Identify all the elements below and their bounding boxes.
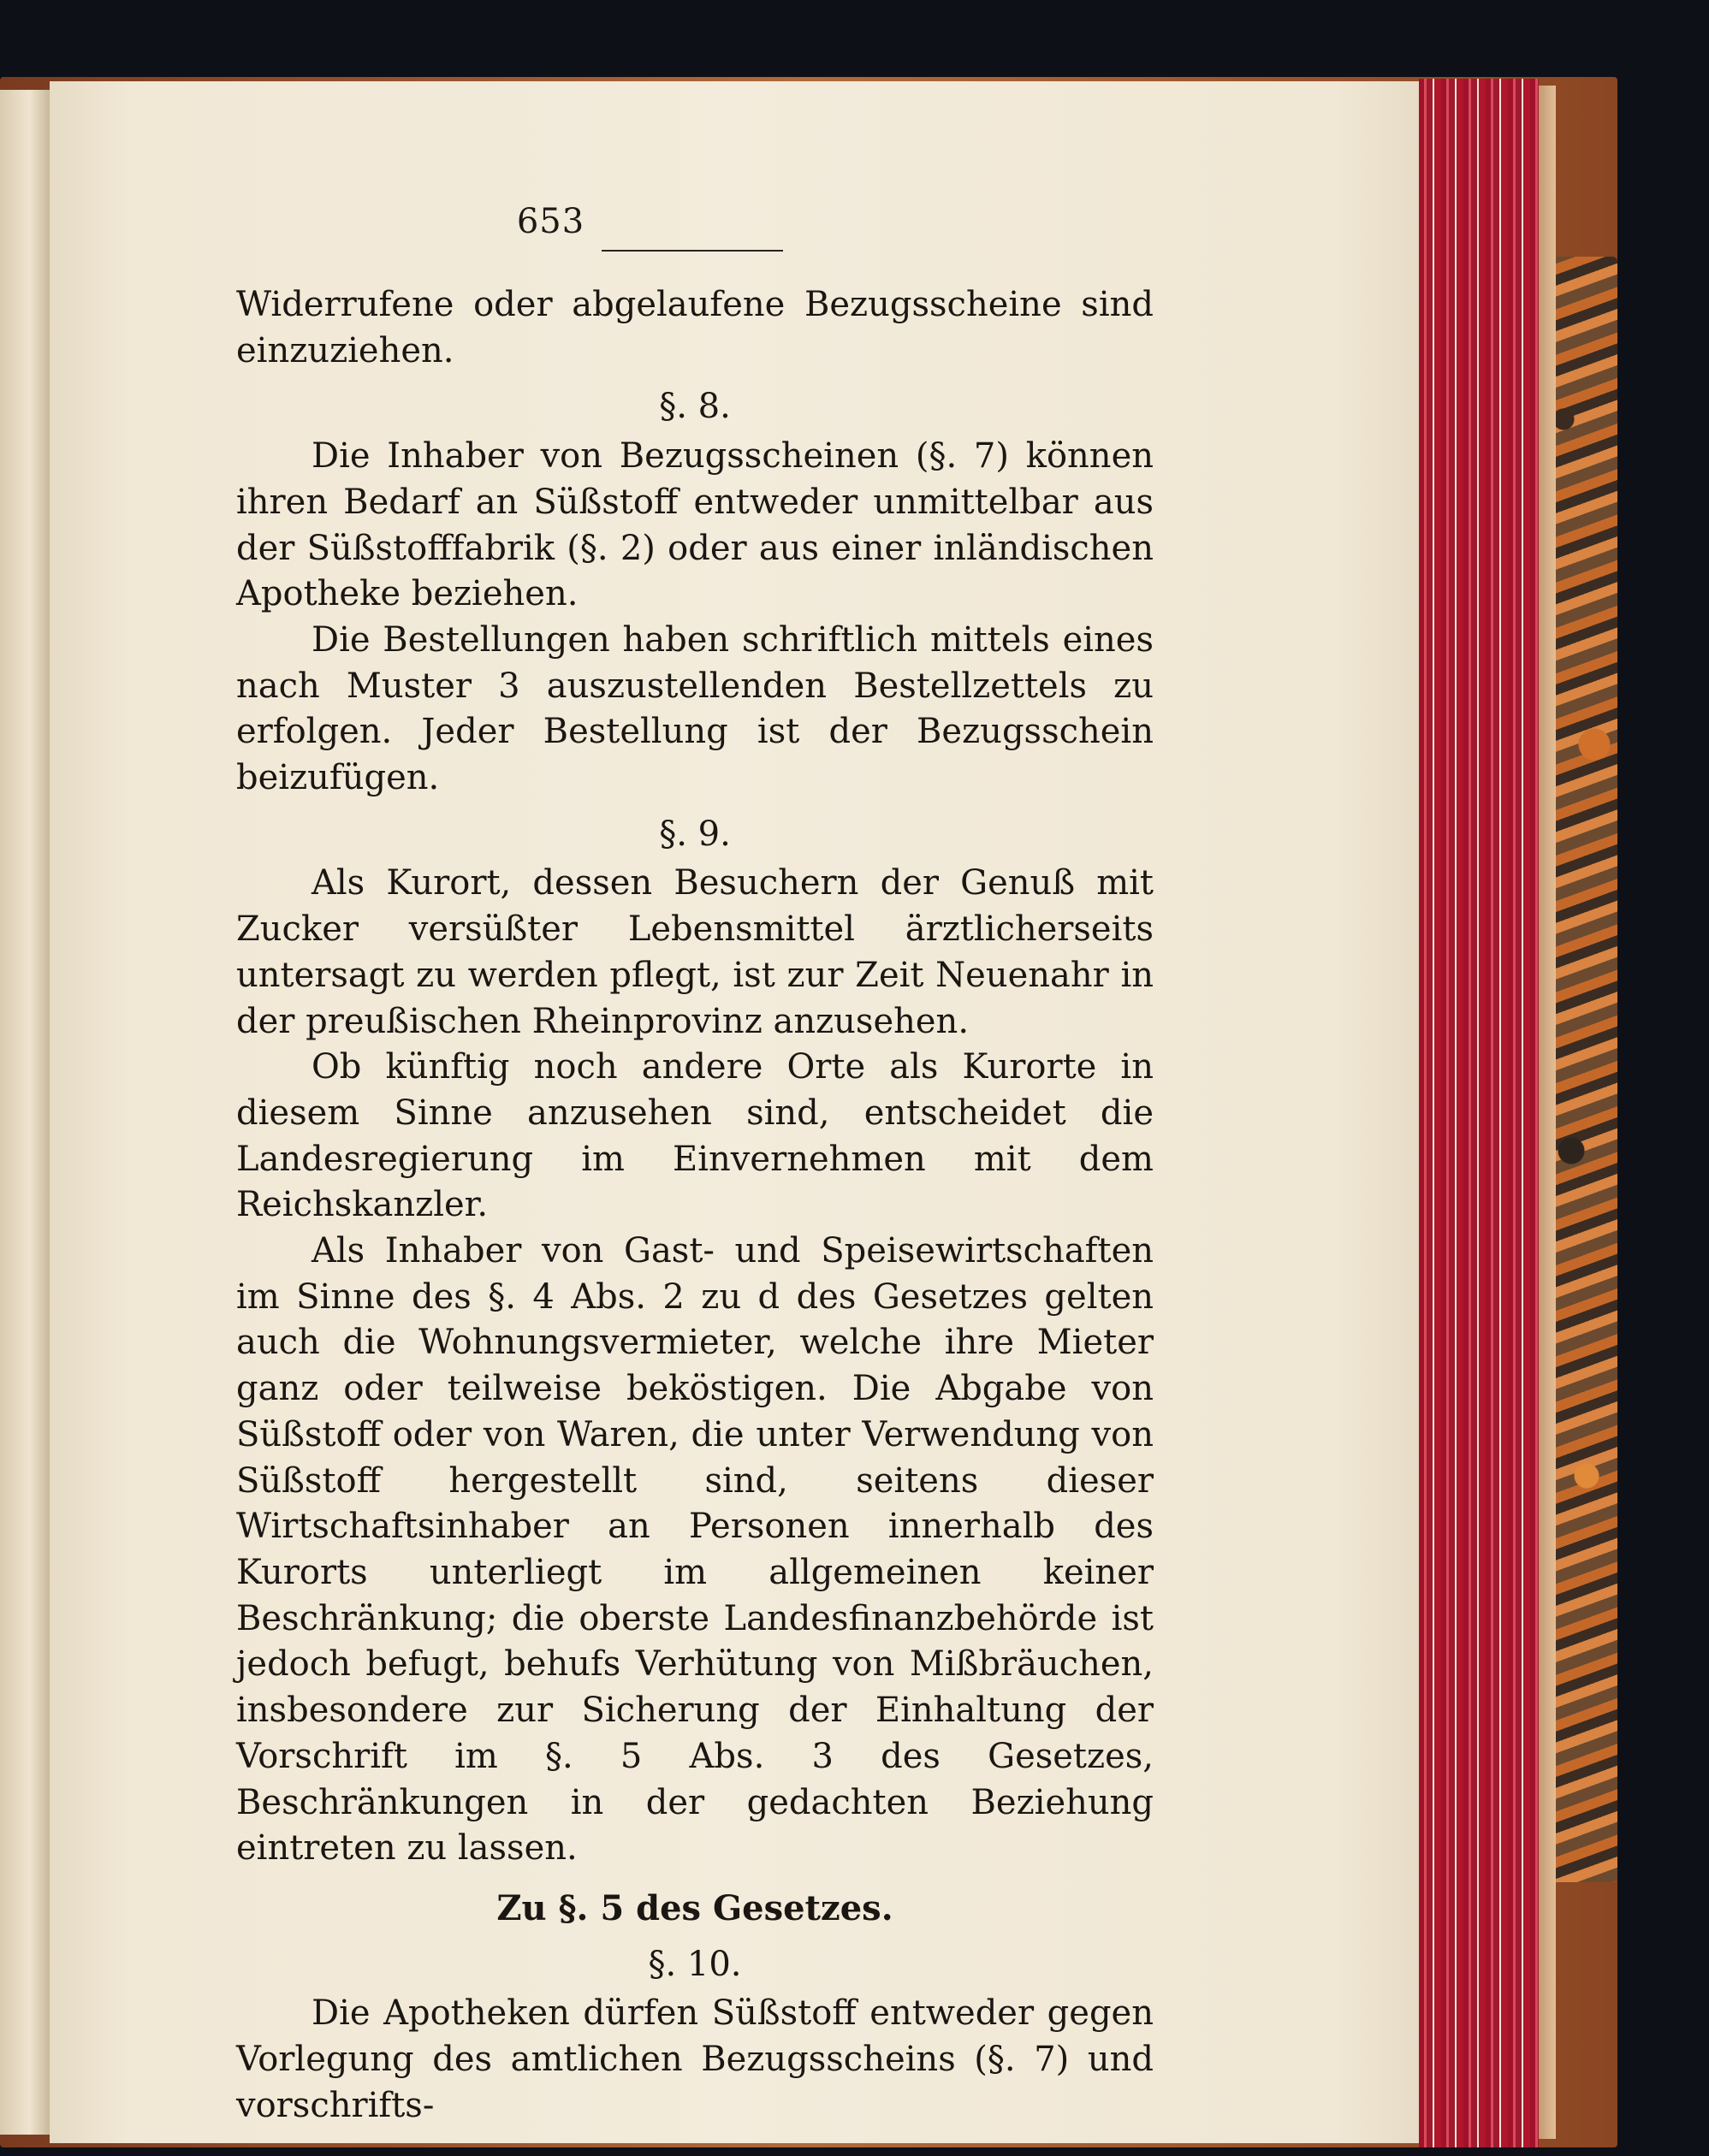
- paragraph: Ob künftig noch andere Orte als Kurorte in diesem Sinne anzusehen sind, entscheidet die Landesregierung im Einvernehmen mit dem Reichskanzler.: [236, 1047, 1154, 1225]
- red-page-edges: [1419, 79, 1539, 2147]
- section-number: §. 10.: [648, 1944, 742, 1984]
- section-number: §. 8.: [659, 387, 731, 427]
- paragraph: Als Kurort, dessen Besuchern der Genuß mit Zucker versüßter Lebensmittel ärztlicherseits untersagt zu werden pflegt, ist zur Zeit Neuenahr in der preußischen Rheinprovinz anzusehen.: [236, 863, 1154, 1041]
- header-rule: [602, 250, 783, 252]
- paragraph: Die Apotheken dürfen Süßstoff entweder gegen Vorlegung des amtlichen Bezugsscheins (§. 7) und vorschrifts-: [236, 1993, 1154, 2125]
- section-number: §. 9.: [659, 814, 731, 854]
- page-number: 653: [516, 202, 585, 241]
- paragraph: Die Inhaber von Bezugsscheinen (§. 7) können ihren Bedarf an Süßstoff entweder unmittelbar aus der Süßstofffabrik (§. 2) oder aus einer inländischen Apotheke beziehen.: [236, 436, 1154, 614]
- paragraph: Die Bestellungen haben schriftlich mittels eines nach Muster 3 auszustellenden Bestellzettels zu erfolgen. Jeder Bestellung ist der Bezugsschein beizufügen.: [236, 619, 1154, 798]
- paragraph: Widerrufene oder abgelaufene Bezugsscheine sind einzuziehen.: [236, 285, 1154, 370]
- facing-page-edge: [0, 90, 50, 2135]
- body-text: [236, 282, 1154, 2129]
- section-heading: Zu §. 5 des Gesetzes.: [496, 1887, 893, 1928]
- cover-fold: [1539, 86, 1556, 2139]
- paragraph: Als Inhaber von Gast- und Speisewirtschaften im Sinne des §. 4 Abs. 2 zu d des Gesetzes gelten auch die Wohnungsvermieter, welche ihre Mieter ganz oder teilweise beköstigen. Die Abgabe von Süßstoff oder von Waren, die unter Verwendung von Süßstoff hergestellt sind, seitens dieser Wirtschaftsinhaber an Personen innerhalb des Kurorts unterliegt im allgemeinen keiner Beschränkung; die oberste Landesfinanzbehörde ist jedoch befugt, behufs Verhütung von Mißbräuchen, insbesondere zur Sicherung der Einhaltung der Vorschrift im §. 5 Abs. 3 des Gesetzes, Beschränkungen in der gedachten Beziehung eintreten zu lassen.: [236, 1231, 1154, 1869]
